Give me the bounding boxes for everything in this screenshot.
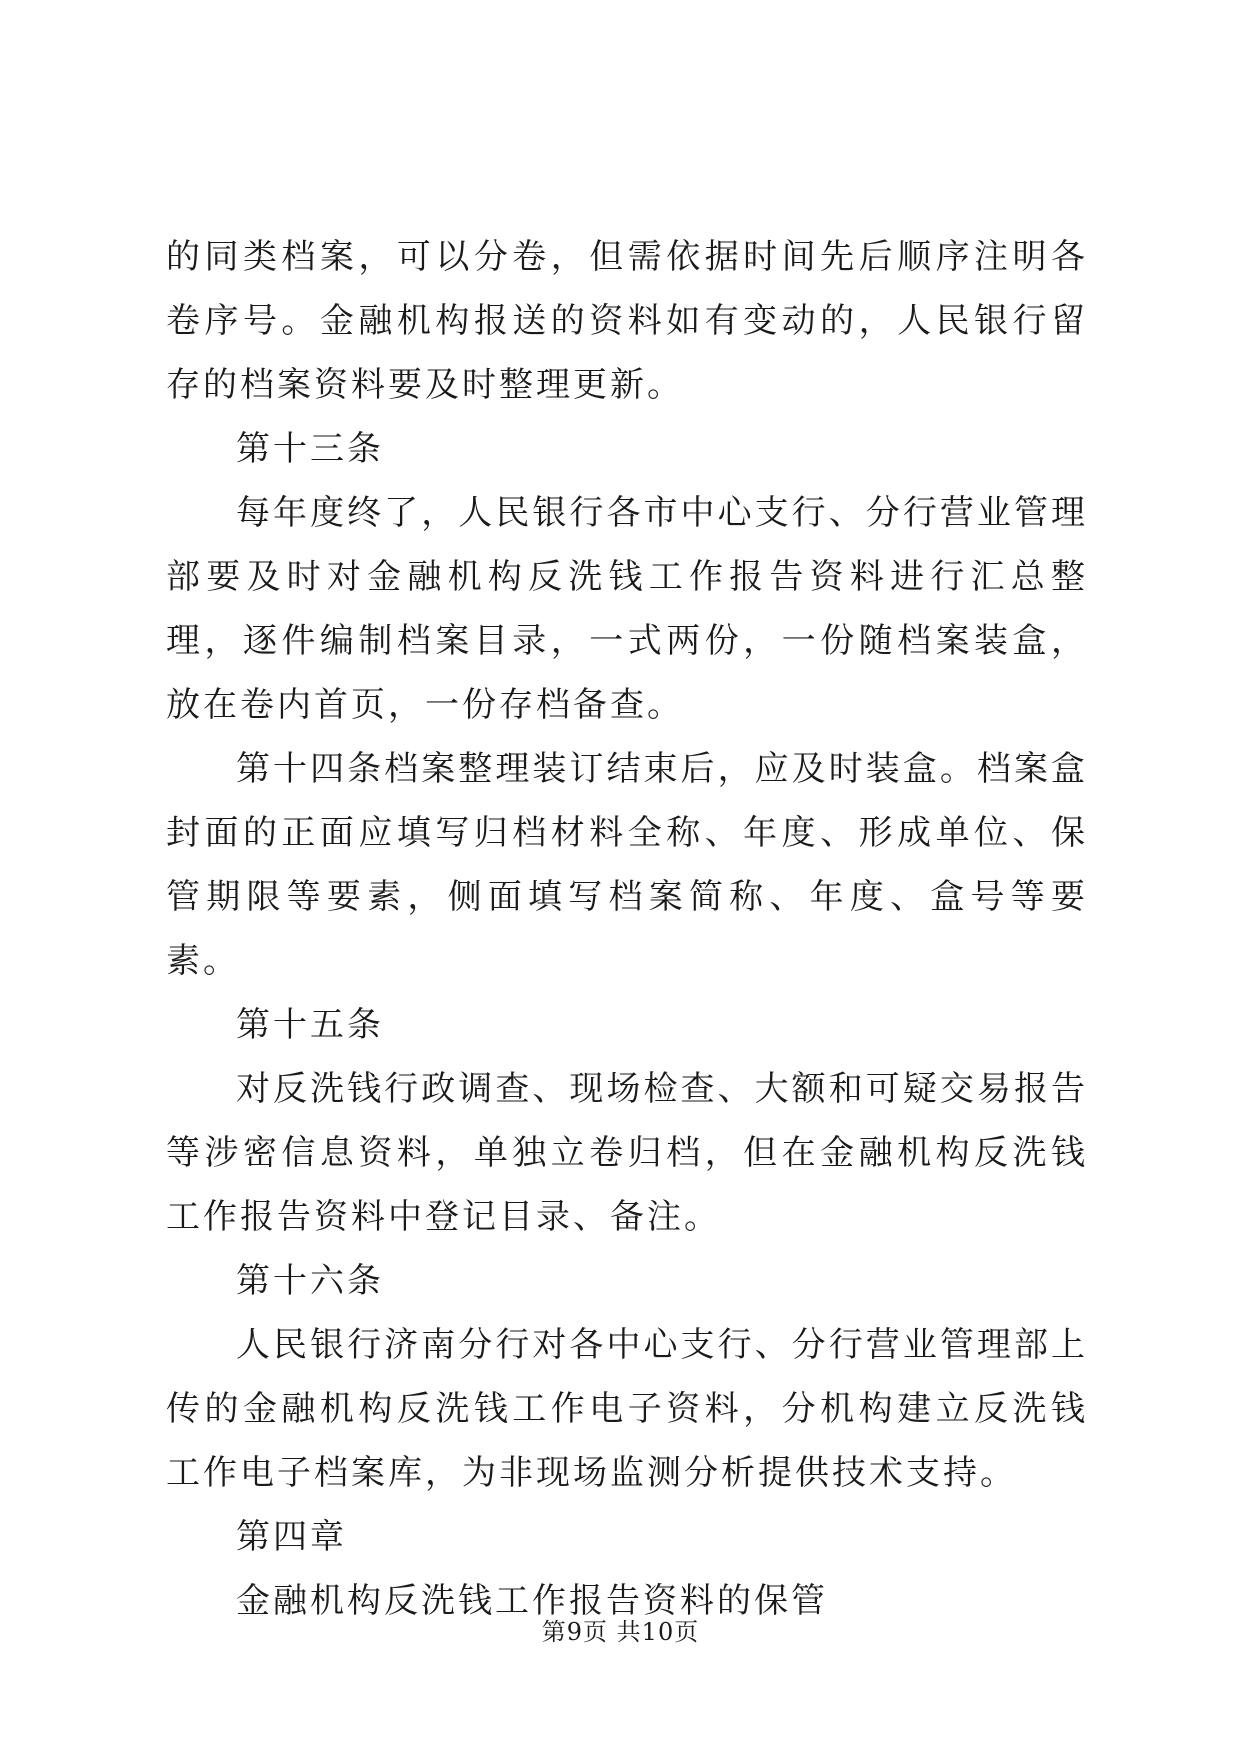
article-16-heading: 第十六条 <box>236 1261 384 1301</box>
article-14-body: 第十四条档案整理装订结束后，应及时装盒。档案盒封面的正面应填写归档材料全称、年度、形成单位、保管期限等要素，侧面填写档案简称、年度、盒号等要素。 <box>166 749 1088 981</box>
article-15-body: 对反洗钱行政调查、现场检查、大额和可疑交易报告等涉密信息资料，单独立卷归档，但在金融机构反洗钱工作报告资料中登记目录、备注。 <box>166 1069 1088 1237</box>
paragraph-continuation: 的同类档案，可以分卷，但需依据时间先后顺序注明各卷序号。金融机构报送的资料如有变动的，人民银行留存的档案资料要及时整理更新。 <box>166 237 1088 405</box>
chapter-4-heading: 第四章 <box>236 1517 347 1557</box>
document-body <box>166 225 1088 1633</box>
article-16-body: 人民银行济南分行对各中心支行、分行营业管理部上传的金融机构反洗钱工作电子资料，分机构建立反洗钱工作电子档案库，为非现场监测分析提供技术支持。 <box>166 1325 1088 1493</box>
page-number-footer: 第9页 共10页 <box>541 1618 700 1646</box>
article-13-body: 每年度终了，人民银行各市中心支行、分行营业管理部要及时对金融机构反洗钱工作报告资料进行汇总整理，逐件编制档案目录，一式两份，一份随档案装盒，放在卷内首页，一份存档备查。 <box>166 493 1088 725</box>
chapter-4-title: 金融机构反洗钱工作报告资料的保管 <box>236 1581 828 1621</box>
article-15-heading: 第十五条 <box>236 1005 384 1045</box>
article-13-heading: 第十三条 <box>236 429 384 469</box>
